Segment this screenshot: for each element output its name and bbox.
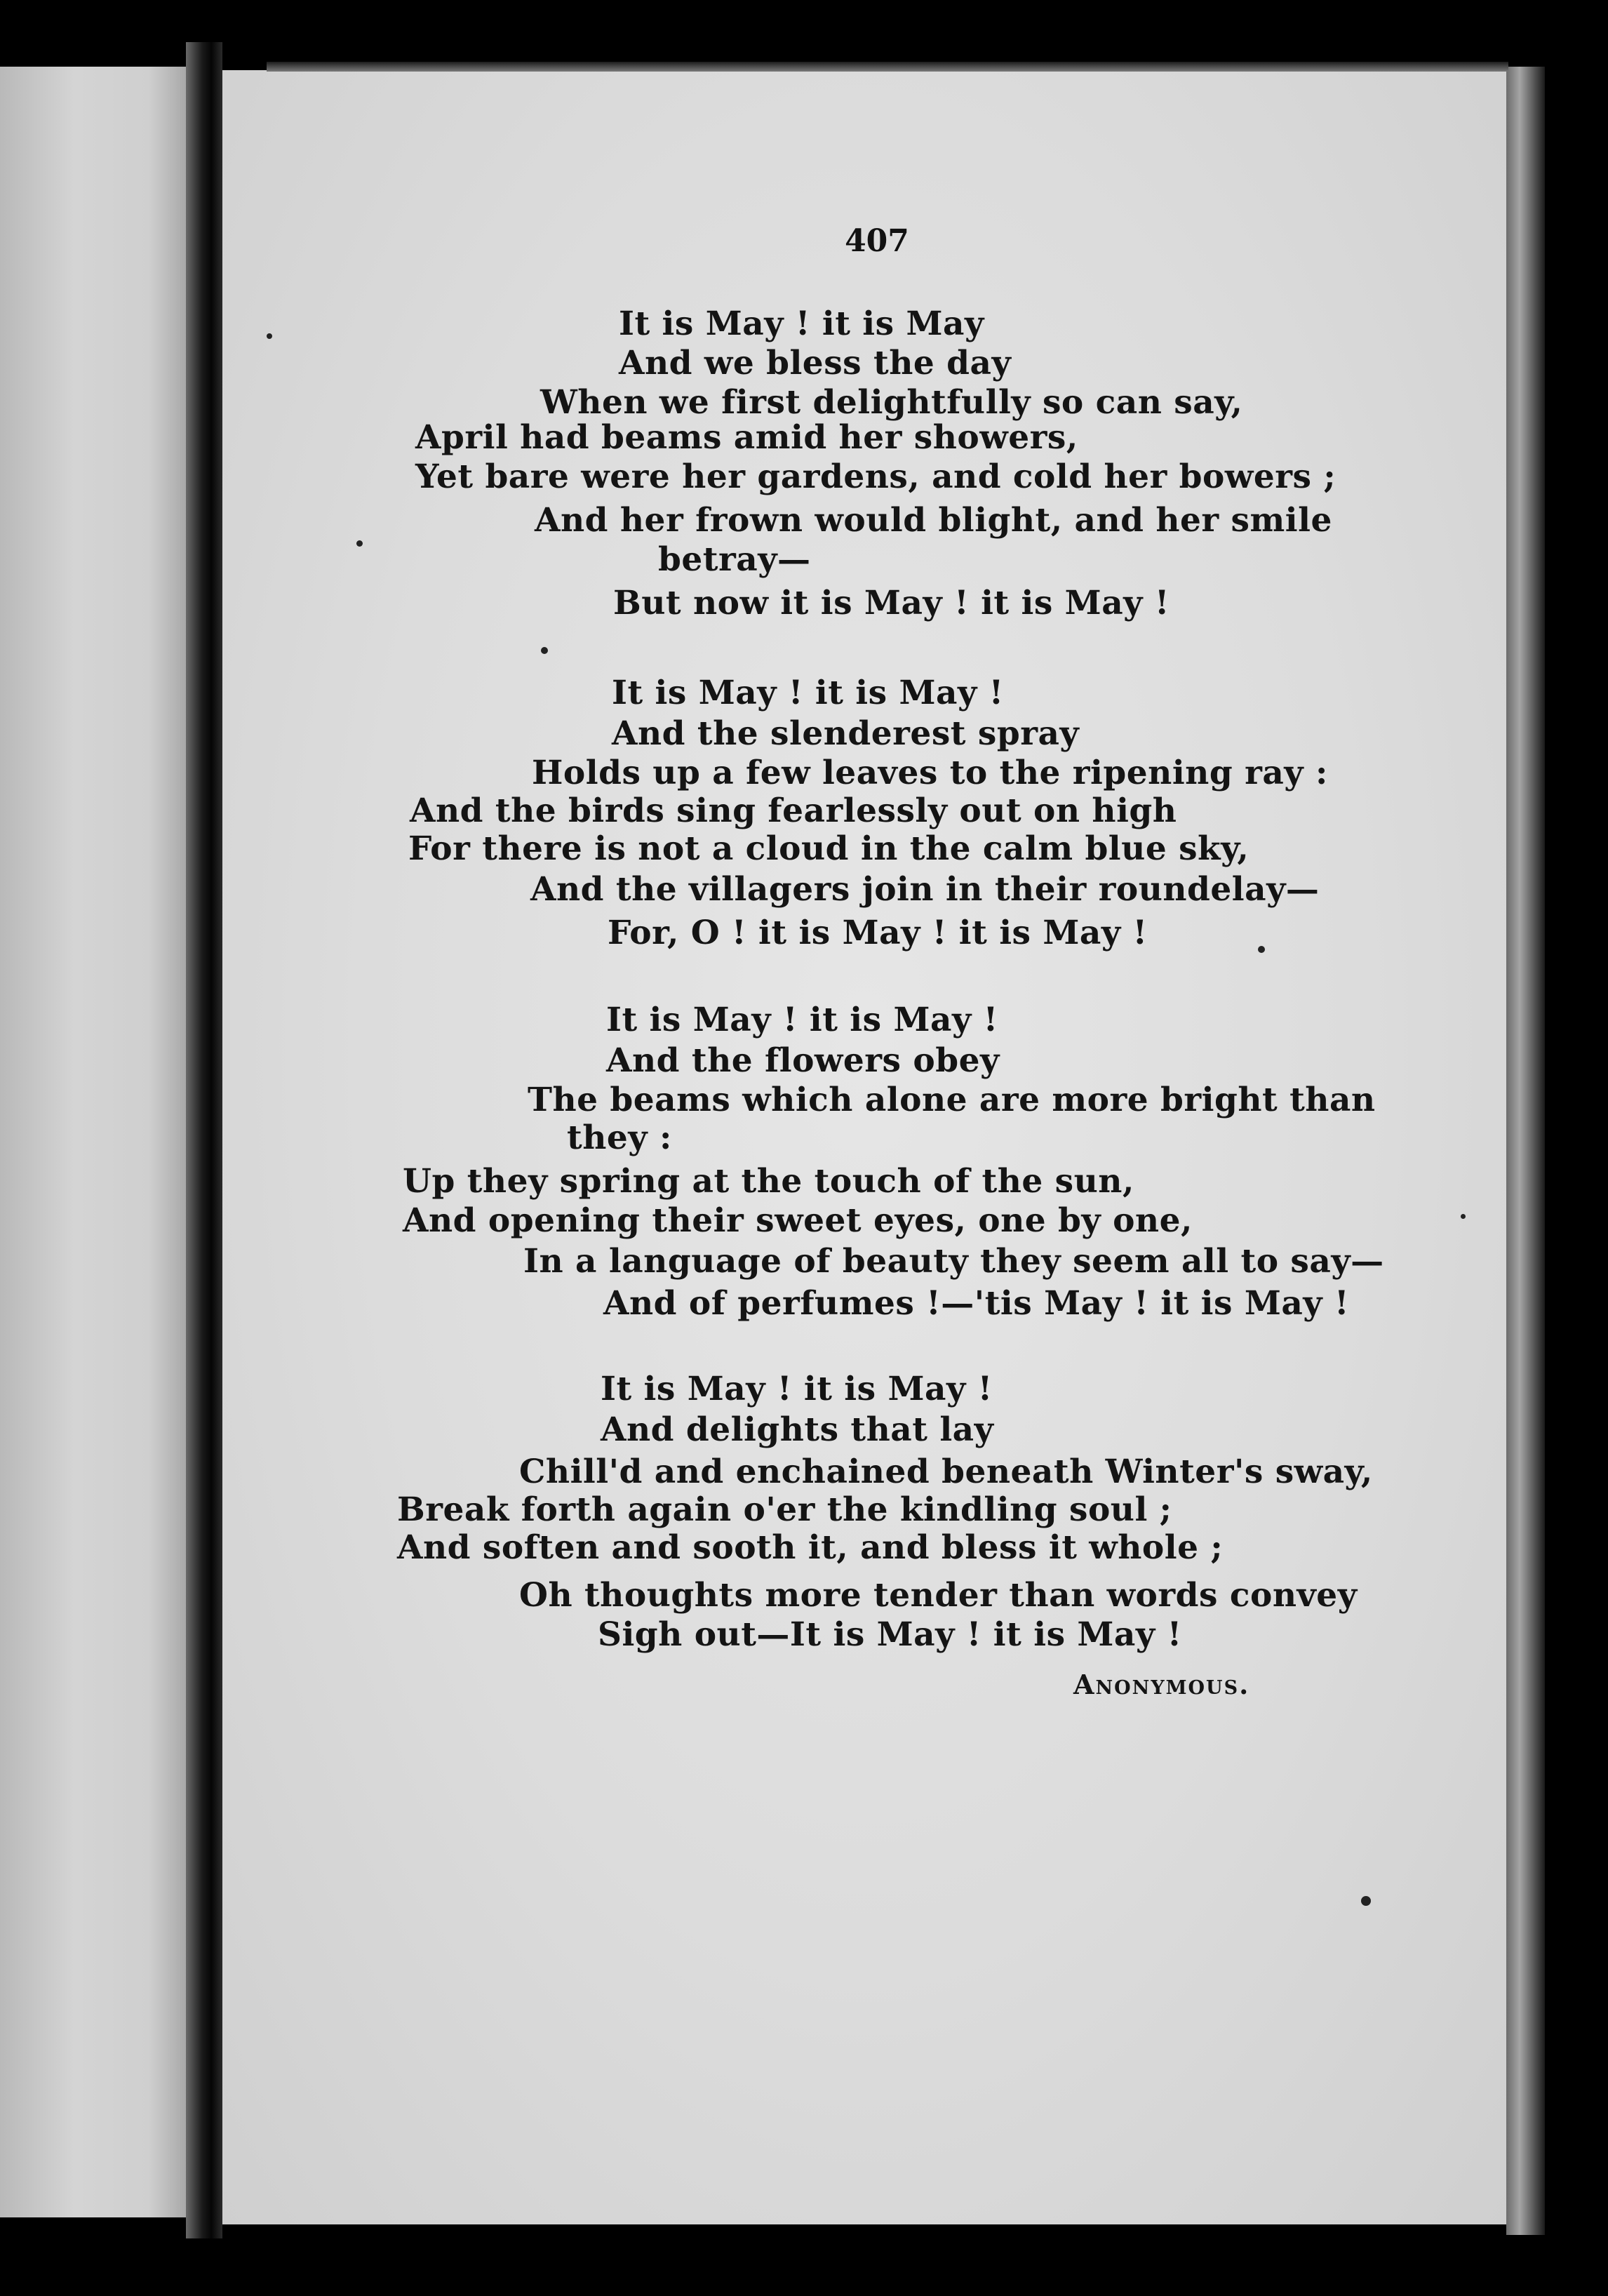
- poem-line: When we first delightfully so can say,: [540, 383, 1243, 422]
- poem-line: Break forth again o'er the kindling soul ;: [397, 1490, 1172, 1529]
- poem-line: For there is not a cloud in the calm blue sky,: [408, 829, 1249, 868]
- poem-line: And we bless the day: [619, 344, 1012, 382]
- poem-line: Oh thoughts more tender than words convey: [519, 1576, 1358, 1615]
- poem-line: Chill'd and enchained beneath Winter's sway,: [519, 1453, 1373, 1491]
- poem-line: April had beams amid her showers,: [415, 418, 1078, 457]
- poem-attribution: Anonymous.: [1073, 1669, 1250, 1700]
- page-number: 407: [845, 223, 909, 259]
- poem-line: And her frown would blight, and her smile: [535, 501, 1332, 540]
- poem-line: And opening their sweet eyes, one by one,: [403, 1201, 1193, 1240]
- poem-line: And the villagers join in their roundelay—: [530, 870, 1320, 909]
- poem-line: And delights that lay: [601, 1410, 994, 1449]
- poem-line: And soften and sooth it, and bless it whole ;: [397, 1528, 1224, 1567]
- poem-line: In a language of beauty they seem all to say—: [523, 1242, 1384, 1281]
- poem-line: they :: [567, 1119, 672, 1157]
- poem-line: Up they spring at the touch of the sun,: [403, 1162, 1134, 1201]
- poem-line: It is May ! it is May: [619, 305, 984, 343]
- poem-line: Sigh out—It is May ! it is May !: [598, 1615, 1182, 1654]
- poem-line: Holds up a few leaves to the ripening ray :: [532, 754, 1328, 792]
- poem-line: And the flowers obey: [606, 1041, 1000, 1080]
- poem-line: The beams which alone are more bright than: [528, 1081, 1376, 1119]
- poem-line: betray—: [658, 540, 811, 579]
- poem-line: It is May ! it is May !: [601, 1370, 993, 1408]
- poem-line: It is May ! it is May !: [612, 674, 1004, 712]
- poem-line: Yet bare were her gardens, and cold her bowers ;: [415, 458, 1336, 496]
- poem-line: For, O ! it is May ! it is May !: [608, 914, 1148, 952]
- poem-line: And the birds sing fearlessly out on high: [410, 792, 1177, 830]
- poem-line: But now it is May ! it is May !: [613, 584, 1170, 622]
- poem-line: And the slenderest spray: [612, 714, 1080, 753]
- poem-line: It is May ! it is May !: [606, 1001, 998, 1039]
- poem-line: And of perfumes !—'tis May ! it is May !: [603, 1284, 1350, 1323]
